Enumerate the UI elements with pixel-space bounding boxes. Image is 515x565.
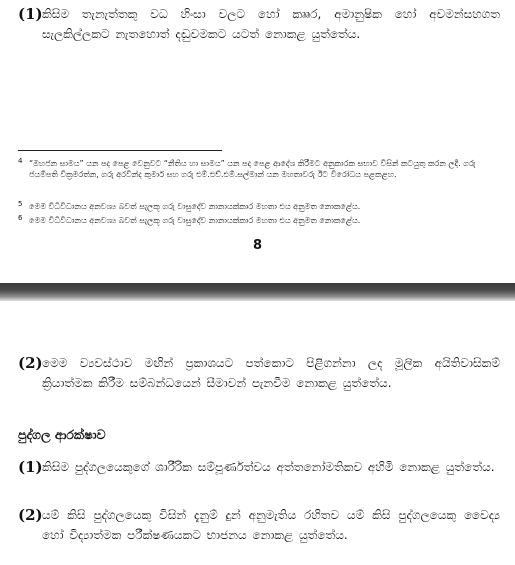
footnote-text: මෙම විධිවිධානය අනවශ්‍ය බවත් සැලකූ ගරු වාසුදේව නානායක්කාර මහතා එය අනුමත නොකළේය. xyxy=(29,202,361,211)
clause-text: යම් කිසි පුද්ගලයෙකු විසින් දැනුම් දුන් අනුමැතිය රහිතව යම් කිසි පුද්ගලයෙකු වෛද්‍ය හෝ විද්‍යාත්මක පරීක්ෂණයකට භාජනය නොකළ යුත්තේය. xyxy=(42,508,500,542)
clause-number: (1) xyxy=(18,458,43,476)
page-number: 8 xyxy=(252,238,263,253)
clause-number: (2) xyxy=(18,354,43,372)
footnote-separator xyxy=(18,150,222,151)
clause-text: කිසිම තැනැත්තකු වධ හිංසා වලට හෝ කෲර, අමානුෂික හෝ අවමන්සහගත සැලකිල්ලකට නැතහොත් දඬුවමකට යටත් නොකළ යුත්තේය. xyxy=(42,7,500,41)
clause-text: මෙම ව්‍යවස්ථාව මඟින් ප්‍රකාශයට පත්කොට පිළිගන්නා ලද මූලික අයිතිවාසිකම් ක්‍රියාත්මක කිරීම සම්බන්ධයෙන් සීමාවන් පැනවීම නොකළ යුත්තේය. xyxy=(42,356,500,390)
document-page-lower xyxy=(0,301,515,565)
clause-number: (2) xyxy=(18,506,43,524)
clause-number: (1) xyxy=(18,5,43,23)
page-separator xyxy=(0,283,515,301)
footnote-mark: 6 xyxy=(18,214,23,222)
section-heading: පුද්ගල ආරක්ෂාව xyxy=(18,427,106,442)
footnote-text: මෙම විධිවිධානය අනවශ්‍ය බවත් සැලකූ ගරු වාසුදේව නානායක්කාර මහතා එය අනුමත නොකළේය. xyxy=(29,216,361,225)
footnote-mark: 5 xyxy=(18,200,23,208)
footnote-mark: 4 xyxy=(18,157,23,165)
footnote-text: “මහජන සාමය” යන පද පෙළ වෙනුවට “නීතිය හා සාමය” යන පද පෙළ ආදේශ කිරීමට අනුකාරක සභාව විසින් කටයුතු කරන ලදී. ගරු ජයම්පති වික්‍රමරත්න, ගරු අරවින්ද කුමාර් සහ ගරු එම්.එච්.එම්.සල්මාන් යන මහතාවරු ඊට විරෝධය පළකළහ. xyxy=(29,159,476,179)
clause-text: කිසිම පුද්ගලයෙකුගේ ශාරීරික සම්පූර්ණත්වය අත්තනෝමතිකව අහිමි නොකළ යුත්තේය. xyxy=(42,460,495,474)
